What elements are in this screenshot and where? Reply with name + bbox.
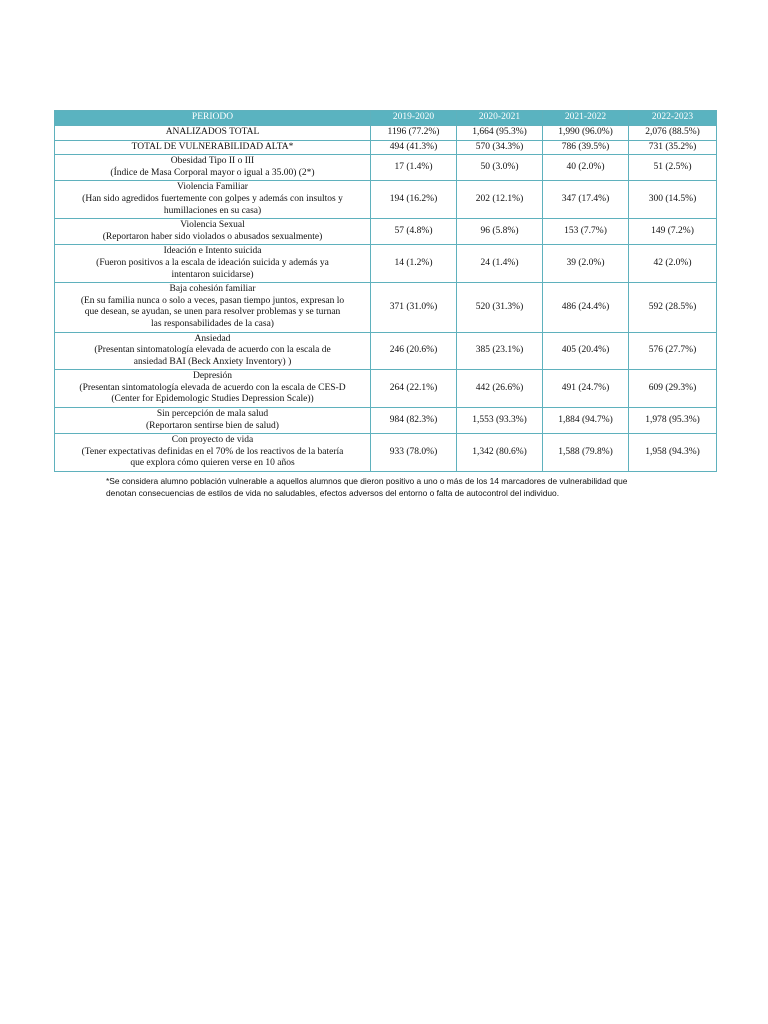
cell-value: 202 (12.1%) [457, 181, 543, 219]
row-label [55, 408, 371, 434]
row-label-line: Depresión [192, 371, 233, 382]
row-label [55, 283, 371, 332]
vulnerability-table [54, 110, 717, 472]
cell-value: 96 (5.8%) [457, 219, 543, 245]
cell-value: 1,342 (80.6%) [457, 434, 543, 472]
row-label-line: (Reportaron haber sido violados o abusados sexualmente) [102, 231, 323, 242]
row-label-line: Violencia Familiar [177, 182, 248, 193]
cell-value: 1,884 (94.7%) [543, 408, 629, 434]
footnote-line: denotan consecuencias de estilos de vida no saludables, efectos adversos del entorno o falta de autocontrol del individuo. [106, 488, 560, 499]
cell-value: 51 (2.5%) [629, 155, 717, 181]
cell-value: 385 (23.1%) [457, 332, 543, 370]
cell-value: 486 (24.4%) [543, 283, 629, 332]
row-label-line: (Índice de Masa Corporal mayor o igual a 35.00) (2*) [110, 167, 315, 178]
row-label-line: Obesidad Tipo II o III [170, 156, 255, 167]
cell-value: 442 (26.6%) [457, 370, 543, 408]
row-label-line: Con proyecto de vida [171, 435, 254, 446]
cell-value: 246 (20.6%) [371, 332, 457, 370]
cell-value: 50 (3.0%) [457, 155, 543, 181]
cell-value: 40 (2.0%) [543, 155, 629, 181]
table-header-row [55, 111, 717, 126]
cell-value: 1,553 (93.3%) [457, 408, 543, 434]
table-row [55, 181, 717, 219]
row-label [55, 181, 371, 219]
cell-value: 1,958 (94.3%) [629, 434, 717, 472]
cell-value: 1,990 (96.0%) [543, 126, 629, 141]
cell-value: 57 (4.8%) [371, 219, 457, 245]
cell-value: 39 (2.0%) [543, 245, 629, 283]
vulnerability-table-container [54, 110, 716, 499]
row-label-line: Sin percepción de mala salud [156, 409, 269, 420]
cell-value: 984 (82.3%) [371, 408, 457, 434]
row-label-line: (Tener expectativas definidas en el 70% de los reactivos de la batería [81, 446, 344, 457]
row-label-line: que desean, se ayudan, se unen para resolver problemas y se turnan [84, 307, 341, 318]
footnote-line: *Se considera alumno población vulnerable a aquellos alumnos que dieron positivo a uno o más de los 14 marcadores de vulnerabilidad que [106, 476, 628, 487]
cell-value: 933 (78.0%) [371, 434, 457, 472]
footnote [106, 475, 706, 499]
cell-value: 2,076 (88.5%) [629, 126, 717, 141]
cell-value: 14 (1.2%) [371, 245, 457, 283]
cell-value: 1196 (77.2%) [371, 126, 457, 141]
row-label-line: (Fueron positivos a la escala de ideación suicida y además ya [96, 257, 329, 268]
row-label [55, 155, 371, 181]
cell-value: 347 (17.4%) [543, 181, 629, 219]
cell-value: 149 (7.2%) [629, 219, 717, 245]
row-label-line: las responsabilidades de la casa) [151, 318, 274, 329]
header-2020-2021: 2020-2021 [457, 111, 543, 126]
row-label-line: (Presentan sintomatología elevada de acuerdo con la escala de [94, 345, 331, 356]
table-row [55, 245, 717, 283]
row-label-line: ANALIZADOS TOTAL [165, 127, 260, 137]
row-label-line: Violencia Sexual [180, 220, 245, 231]
cell-value: 264 (22.1%) [371, 370, 457, 408]
row-label-line: intentaron suicidarse) [171, 269, 254, 280]
row-label-line: (Han sido agredidos fuertemente con golpes y además con insultos y [82, 193, 343, 204]
row-label-line: que explora cómo quieren verse en 10 años [130, 458, 295, 469]
row-label-line: humillaciones en su casa) [163, 205, 262, 216]
header-periodo: PERIODO [55, 111, 371, 126]
cell-value: 194 (16.2%) [371, 181, 457, 219]
table-body [55, 126, 717, 472]
cell-value: 491 (24.7%) [543, 370, 629, 408]
cell-value: 609 (29.3%) [629, 370, 717, 408]
cell-value: 17 (1.4%) [371, 155, 457, 181]
row-label [55, 245, 371, 283]
cell-value: 300 (14.5%) [629, 181, 717, 219]
table-row [55, 140, 717, 155]
cell-value: 1,664 (95.3%) [457, 126, 543, 141]
table-row [55, 332, 717, 370]
cell-value: 42 (2.0%) [629, 245, 717, 283]
row-label-line: (Center for Epidemologic Studies Depression Scale)) [111, 394, 314, 405]
table-row [55, 434, 717, 472]
cell-value: 731 (35.2%) [629, 140, 717, 155]
table-row [55, 126, 717, 141]
header-2022-2023: 2022-2023 [629, 111, 717, 126]
row-label [55, 140, 371, 155]
row-label-line: Baja cohesión familiar [169, 284, 256, 295]
cell-value: 592 (28.5%) [629, 283, 717, 332]
cell-value: 576 (27.7%) [629, 332, 717, 370]
header-2019-2020: 2019-2020 [371, 111, 457, 126]
table-row [55, 408, 717, 434]
cell-value: 153 (7.7%) [543, 219, 629, 245]
table-row [55, 283, 717, 332]
header-2021-2022: 2021-2022 [543, 111, 629, 126]
cell-value: 570 (34.3%) [457, 140, 543, 155]
table-row [55, 219, 717, 245]
row-label-line: Ideación e Intento suicida [163, 246, 262, 257]
table-row [55, 155, 717, 181]
cell-value: 405 (20.4%) [543, 332, 629, 370]
row-label-line: (Reportaron sentirse bien de salud) [146, 420, 279, 431]
cell-value: 786 (39.5%) [543, 140, 629, 155]
cell-value: 371 (31.0%) [371, 283, 457, 332]
row-label [55, 370, 371, 408]
cell-value: 520 (31.3%) [457, 283, 543, 332]
row-label [55, 219, 371, 245]
table-row [55, 370, 717, 408]
row-label-line: (En su familia nunca o solo a veces, pasan tiempo juntos, expresan lo [80, 295, 345, 306]
row-label-line: ansiedad BAI (Beck Anxiety Inventory) ) [133, 356, 292, 367]
row-label-line: TOTAL DE VULNERABILIDAD ALTA* [131, 141, 294, 152]
cell-value: 1,588 (79.8%) [543, 434, 629, 472]
row-label [55, 332, 371, 370]
cell-value: 494 (41.3%) [371, 140, 457, 155]
row-label-line: (Presentan sintomatología elevada de acuerdo con la escala de CES-D [79, 382, 346, 393]
cell-value: 24 (1.4%) [457, 245, 543, 283]
row-label-line: Ansiedad [194, 333, 231, 344]
cell-value: 1,978 (95.3%) [629, 408, 717, 434]
row-label [55, 126, 371, 141]
row-label [55, 434, 371, 472]
